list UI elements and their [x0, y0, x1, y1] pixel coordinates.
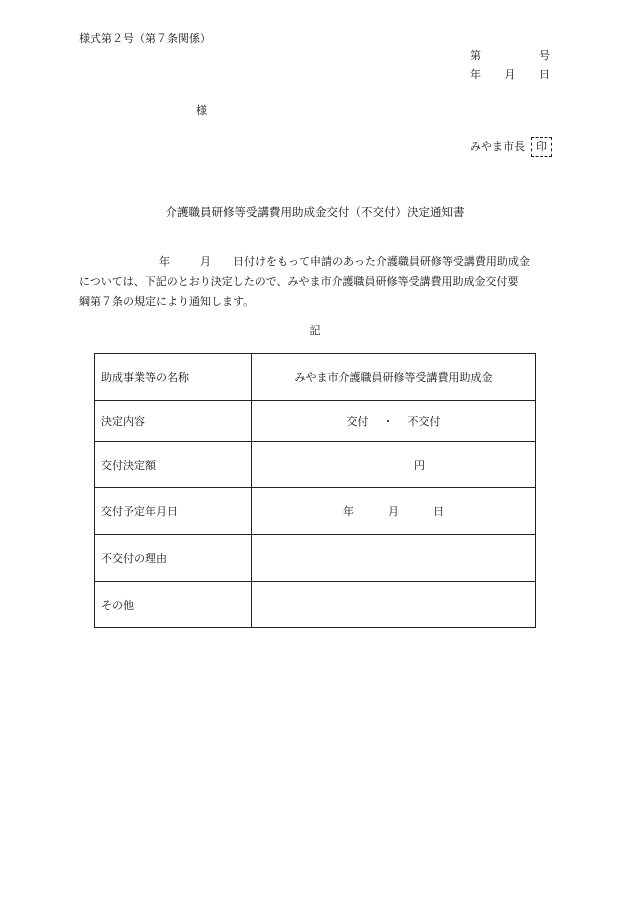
yen-unit: 円: [414, 458, 425, 472]
date-month: 月: [388, 505, 399, 518]
body-year: 年: [159, 255, 170, 268]
body-line-1: [79, 252, 551, 272]
seal-stamp: 印: [531, 137, 552, 157]
body-line-2: については、下記のとおり決定したので、みやま市介護職員研修等受講費用助成金交付要: [79, 275, 519, 288]
table-row: [95, 354, 536, 401]
date-year: 年: [343, 505, 354, 518]
issue-date-line: [470, 68, 550, 82]
mayor-title: みやま市長: [470, 140, 525, 153]
table-row: [95, 582, 536, 628]
day-label: 日: [539, 68, 550, 81]
table-row: [95, 442, 536, 488]
month-label: 月: [504, 68, 516, 81]
addressee-sama: 様: [196, 104, 207, 117]
body-month: 月: [200, 255, 211, 268]
row-label-rejection-reason: 不交付の理由: [95, 535, 252, 582]
body-paragraph: [79, 252, 551, 312]
document-title: 介護職員研修等受講費用助成金交付（不交付）決定通知書: [165, 205, 465, 219]
ki-heading: 記: [309, 324, 321, 337]
year-label: 年: [470, 68, 481, 81]
decision-table: [94, 353, 536, 628]
document-number-line: [470, 49, 550, 63]
body-line-3: 綱第７条の規定により通知します。: [79, 295, 255, 308]
row-label-other: その他: [95, 582, 252, 628]
row-value-decision: [252, 401, 536, 442]
table-row: [95, 401, 536, 442]
issuer-line: [470, 137, 552, 157]
date-day: 日: [433, 505, 444, 518]
row-value-scheduled-date: [252, 488, 536, 535]
option-grant: 交付: [346, 415, 369, 428]
row-value-rejection-reason: [252, 535, 536, 582]
row-value-amount: [252, 442, 536, 488]
row-label-program-name: 助成事業等の名称: [95, 354, 252, 401]
row-value-other: [252, 582, 536, 628]
row-label-amount: 交付決定額: [95, 442, 252, 488]
option-no-grant: 不交付: [407, 415, 441, 428]
option-separator: ・: [382, 415, 394, 428]
row-label-decision: 決定内容: [95, 401, 252, 442]
table-row: [95, 535, 536, 582]
form-number: 様式第２号（第７条関係）: [79, 32, 211, 45]
body-line1-text: 日付けをもって申請のあった介護職員研修等受講費用助成金: [233, 255, 530, 268]
row-value-program-name: みやま市介護職員研修等受講費用助成金: [252, 354, 536, 401]
row-label-scheduled-date: 交付予定年月日: [95, 488, 252, 535]
table-row: [95, 488, 536, 535]
go-label: 号: [539, 49, 550, 62]
dai-label: 第: [470, 49, 481, 62]
